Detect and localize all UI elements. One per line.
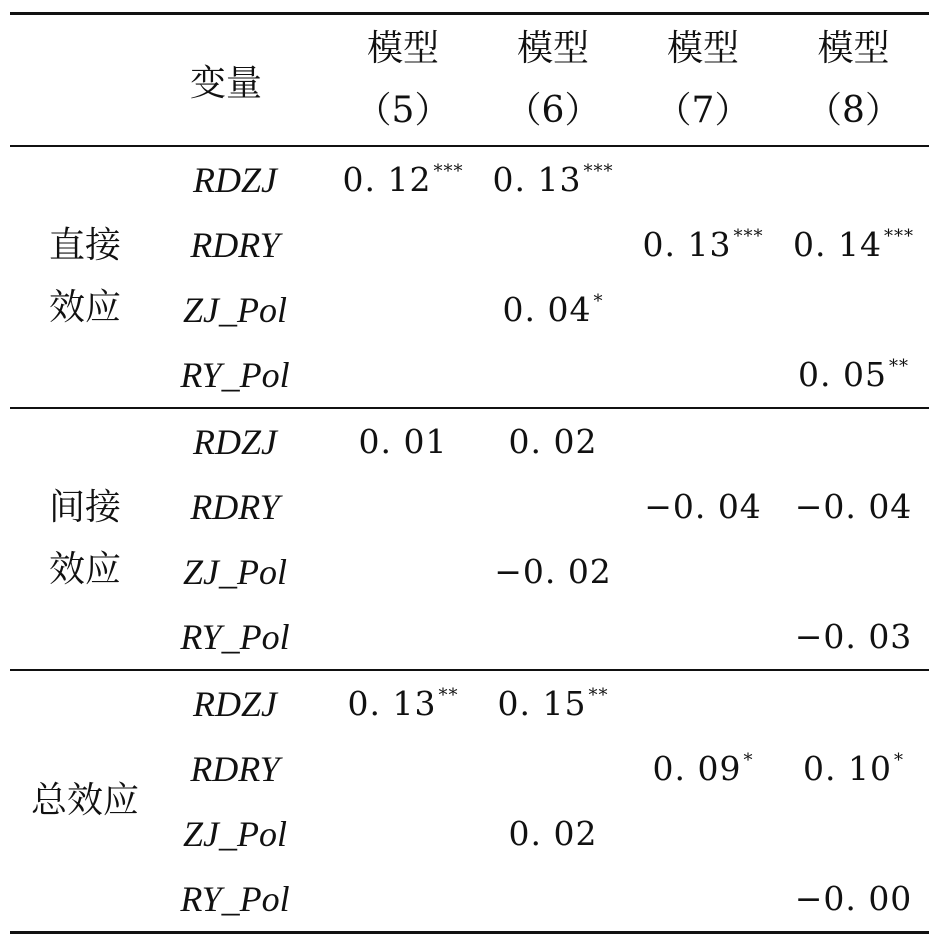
significance-stars: * xyxy=(893,750,904,771)
variable-cell xyxy=(160,866,328,933)
coefficient-value: −0. 03 xyxy=(794,617,913,656)
coefficient-value: 0. 12 xyxy=(342,160,432,199)
coefficient-value: 0. 05 xyxy=(798,355,887,394)
coefficient-value: 0. 10 xyxy=(803,749,892,788)
coefficient-cell xyxy=(778,408,929,474)
coefficient-cell xyxy=(478,408,628,474)
effect-group-label-line: 效应 xyxy=(48,549,121,590)
coefficient-cell xyxy=(628,408,778,474)
coefficient-cell xyxy=(628,801,778,866)
header-model-number: （6） xyxy=(505,90,601,131)
coefficient-cell xyxy=(628,146,778,212)
significance-stars: ** xyxy=(438,685,459,706)
coefficient-cell xyxy=(328,408,478,474)
coefficient-cell xyxy=(478,604,628,670)
coefficient-value: −0. 04 xyxy=(644,487,762,526)
coefficient-value: 0. 13 xyxy=(347,684,437,723)
variable-cell xyxy=(160,474,328,539)
significance-stars: *** xyxy=(883,226,914,247)
coefficient-cell xyxy=(778,277,929,342)
coefficient-cell xyxy=(478,736,628,801)
variable-name: RDZJ xyxy=(193,421,277,462)
coefficient-cell xyxy=(778,670,929,736)
header-empty-cell xyxy=(10,14,160,147)
header-model-number: （8） xyxy=(806,90,901,131)
coefficient-value: 0. 09 xyxy=(652,749,742,788)
coefficient-cell xyxy=(328,474,478,539)
coefficient-value: 0. 04 xyxy=(502,290,592,329)
coefficient-value: 0. 15 xyxy=(497,684,587,723)
variable-cell xyxy=(160,212,328,277)
coefficient-cell xyxy=(628,342,778,408)
table-body xyxy=(10,146,929,933)
variable-name: RDZJ xyxy=(193,159,277,200)
variable-cell xyxy=(160,342,328,408)
coefficient-value: 0. 13 xyxy=(492,160,582,199)
coefficient-cell xyxy=(778,604,929,670)
coefficient-cell xyxy=(778,736,929,801)
coefficient-value: 0. 14 xyxy=(793,225,882,264)
variable-cell xyxy=(160,736,328,801)
variable-name: RDRY xyxy=(190,224,280,265)
effect-group-label xyxy=(10,146,160,408)
coefficient-value: 0. 01 xyxy=(358,422,448,461)
coefficient-cell xyxy=(328,146,478,212)
coefficient-cell xyxy=(478,474,628,539)
significance-stars: *** xyxy=(583,161,614,182)
coefficient-cell xyxy=(778,474,929,539)
variable-name: RY_Pol xyxy=(180,878,290,919)
coefficient-cell xyxy=(628,474,778,539)
coefficient-cell xyxy=(628,277,778,342)
variable-name: ZJ_Pol xyxy=(183,289,287,330)
effects-table-container xyxy=(10,12,929,934)
coefficient-value: 0. 13 xyxy=(642,225,732,264)
significance-stars: * xyxy=(593,291,604,312)
variable-cell xyxy=(160,670,328,736)
coefficient-value: 0. 02 xyxy=(508,814,598,853)
variable-cell xyxy=(160,604,328,670)
effect-group-label xyxy=(10,408,160,670)
coefficient-cell xyxy=(328,604,478,670)
coefficient-cell xyxy=(328,670,478,736)
header-model-6 xyxy=(478,14,628,147)
coefficient-cell xyxy=(328,866,478,933)
variable-cell xyxy=(160,408,328,474)
variable-name: RY_Pol xyxy=(180,354,290,395)
header-model-label: 模型 xyxy=(516,28,589,69)
coefficient-cell xyxy=(478,277,628,342)
variable-cell xyxy=(160,277,328,342)
coefficient-cell xyxy=(478,801,628,866)
header-model-5 xyxy=(328,14,478,147)
effect-group-label-line: 效应 xyxy=(48,287,121,328)
significance-stars: ** xyxy=(888,356,909,377)
coefficient-cell xyxy=(778,539,929,604)
table-row xyxy=(10,670,929,736)
coefficient-value: −0. 04 xyxy=(794,487,913,526)
variable-name: ZJ_Pol xyxy=(183,551,287,592)
coefficient-cell xyxy=(778,146,929,212)
coefficient-value: 0. 02 xyxy=(508,422,598,461)
variable-name: ZJ_Pol xyxy=(183,813,287,854)
coefficient-cell xyxy=(478,670,628,736)
coefficient-cell xyxy=(628,212,778,277)
coefficient-value: −0. 02 xyxy=(494,552,612,591)
coefficient-cell xyxy=(778,866,929,933)
significance-stars: *** xyxy=(733,226,764,247)
table-row xyxy=(10,408,929,474)
coefficient-cell xyxy=(478,146,628,212)
coefficient-cell xyxy=(328,801,478,866)
header-model-label: 模型 xyxy=(817,28,890,69)
header-model-label: 模型 xyxy=(666,28,739,69)
variable-cell xyxy=(160,801,328,866)
header-model-label: 模型 xyxy=(366,28,439,69)
header-model-8 xyxy=(778,14,929,147)
header-row xyxy=(10,14,929,147)
significance-stars: * xyxy=(743,750,754,771)
variable-cell xyxy=(160,539,328,604)
effects-table xyxy=(10,12,929,934)
significance-stars: ** xyxy=(588,685,609,706)
header-model-number: （7） xyxy=(655,90,751,131)
effect-group-label-line: 间接 xyxy=(48,487,121,528)
header-variable: 变量 xyxy=(190,62,263,104)
coefficient-cell xyxy=(328,212,478,277)
coefficient-cell xyxy=(628,539,778,604)
coefficient-cell xyxy=(328,342,478,408)
variable-name: RDRY xyxy=(190,486,280,527)
coefficient-cell xyxy=(328,539,478,604)
coefficient-cell xyxy=(328,277,478,342)
coefficient-cell xyxy=(478,212,628,277)
coefficient-cell xyxy=(628,736,778,801)
effect-group-label-line: 直接 xyxy=(48,225,121,266)
coefficient-cell xyxy=(628,866,778,933)
coefficient-cell xyxy=(778,342,929,408)
coefficient-cell xyxy=(778,212,929,277)
coefficient-cell xyxy=(478,539,628,604)
coefficient-cell xyxy=(478,866,628,933)
variable-name: RDZJ xyxy=(193,683,277,724)
coefficient-cell xyxy=(628,670,778,736)
effect-group-label-line: 总效应 xyxy=(30,780,139,821)
coefficient-cell xyxy=(328,736,478,801)
coefficient-cell xyxy=(628,604,778,670)
table-row xyxy=(10,146,929,212)
table-header xyxy=(10,14,929,147)
coefficient-value: −0. 00 xyxy=(794,879,913,918)
header-model-7 xyxy=(628,14,778,147)
variable-name: RY_Pol xyxy=(180,616,290,657)
significance-stars: *** xyxy=(433,161,464,182)
coefficient-cell xyxy=(478,342,628,408)
variable-name: RDRY xyxy=(190,748,280,789)
effect-group-label xyxy=(10,670,160,933)
header-model-number: （5） xyxy=(355,90,451,131)
coefficient-cell xyxy=(778,801,929,866)
variable-cell xyxy=(160,146,328,212)
